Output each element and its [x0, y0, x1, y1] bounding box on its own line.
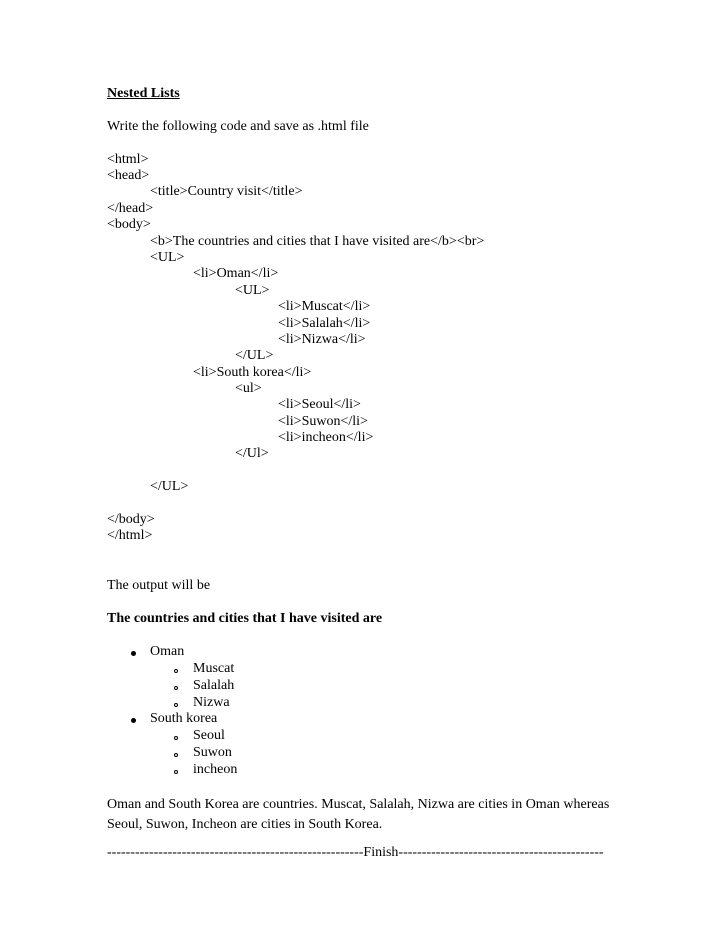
code-line: </body> [107, 512, 155, 527]
list-item-city: incheon [193, 762, 238, 777]
circle-bullet-icon [174, 669, 178, 673]
output-title: The countries and cities that I have visited are [107, 611, 383, 626]
code-line: <head> [107, 168, 150, 183]
code-line: <li>Muscat</li> [278, 299, 371, 314]
code-line: <title>Country visit</title> [150, 184, 303, 199]
list-item-city: Muscat [193, 661, 235, 676]
list-item-country: Oman [150, 644, 185, 659]
circle-bullet-icon [174, 753, 178, 757]
disc-bullet-icon [131, 718, 136, 723]
circle-bullet-icon [174, 770, 178, 774]
code-line: <li>Nizwa</li> [278, 332, 366, 347]
code-line: <html> [107, 152, 149, 167]
code-line: </html> [107, 528, 153, 543]
list-item-city: Suwon [193, 745, 232, 760]
code-line: </UL> [150, 479, 189, 494]
output-intro: The output will be [107, 578, 211, 593]
instruction-text: Write the following code and save as .html file [107, 119, 369, 134]
disc-bullet-icon [131, 651, 136, 656]
code-line: <li>Oman</li> [193, 266, 279, 281]
code-line: <UL> [235, 283, 270, 298]
list-item-city: Seoul [193, 728, 225, 743]
summary-paragraph: Oman and South Korea are countries. Muscat, Salalah, Nizwa are cities in Oman whereas Seoul, Suwon, Incheon are cities in South Korea. [107, 797, 610, 832]
circle-bullet-icon [174, 686, 178, 690]
code-line: </Ul> [235, 446, 269, 461]
finish-line: -------------------------------------------------------Finish-------------------------------------------- [107, 845, 604, 860]
list-item-country: South korea [150, 711, 218, 726]
code-line: </UL> [235, 348, 274, 363]
circle-bullet-icon [174, 703, 178, 707]
circle-bullet-icon [174, 736, 178, 740]
code-line: <li>incheon</li> [278, 430, 374, 445]
code-line: <body> [107, 217, 151, 232]
code-line: </head> [107, 201, 154, 216]
code-line: <ul> [235, 381, 262, 396]
code-line: <b>The countries and cities that I have visited are</b><br> [150, 234, 485, 249]
code-line: <li>Salalah</li> [278, 316, 371, 331]
list-item-city: Salalah [193, 678, 235, 693]
page-heading: Nested Lists [107, 86, 180, 101]
code-line: <UL> [150, 250, 185, 265]
list-item-city: Nizwa [193, 695, 230, 710]
code-line: <li>Seoul</li> [278, 397, 361, 412]
code-line: <li>South korea</li> [193, 365, 312, 380]
code-line: <li>Suwon</li> [278, 414, 368, 429]
